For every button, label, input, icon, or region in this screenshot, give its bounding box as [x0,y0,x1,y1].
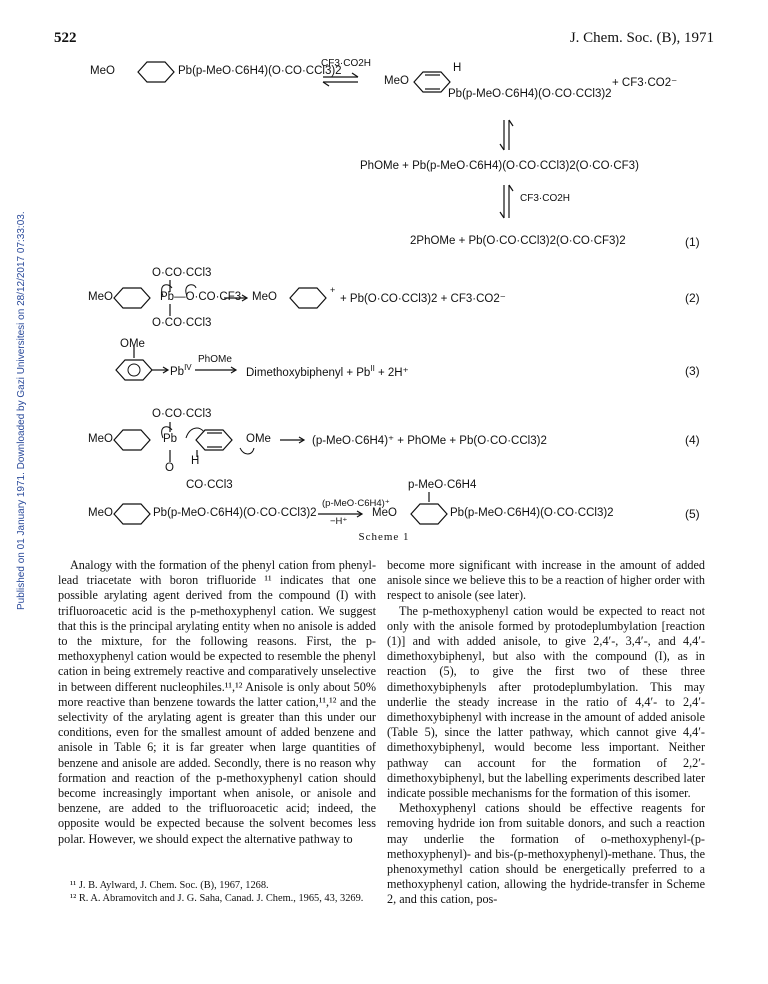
eq3-products-text: Dimethoxybiphenyl + Pb [246,366,371,379]
eq4-pb: Pb [163,433,178,445]
eq1-step2: PhOMe + Pb(p-MeO·C6H4)(O·CO·CCl3)2(O·CO·CF3) [360,160,639,172]
page-number: 522 [54,30,77,46]
eq5-reagent-top: (p-MeO·C6H4)⁺ [322,498,390,509]
right-column [387,558,705,908]
eq3-pb [170,363,192,378]
equation-number: (1) [685,235,700,249]
benzene-ring [114,504,150,524]
eq4-bottom-o: O [165,462,174,474]
eq1-intermediate-lead: Pb(p-MeO·C6H4)(O·CO·CCl3)2 [448,88,612,100]
eq2-lead-center: Pb—O·CO·CF3 [160,291,242,303]
eq4-h: H [191,455,200,467]
paragraph: The p-methoxyphenyl cation would be expected to react not only with the anisole formed by protodeplumbylation [reaction (1)] and with added anisole, to give 2,4′-, 3,4′-, and 4,4′-dimethoxybiphenyl, but also with the compound (I), as in reaction (5), to give the first two of these three dimethoxybiphenyls after protodeplumbylation. This may underlie the steady increase in the ratio of 4,4′- to 2,4′-dimethoxybiphenyl with increase in the amount of added anisole (Table 5), since the latter pathway, which cannot give 4,4′-dimethoxybiphenyl, would become less important. Neither pathway can account for the formation of 2,2′-dimethoxybiphenyl, but the labelling experiments described later indicate possible mechanisms for the formation of this isomer. [387,603,705,801]
eq4-ome: OMe [246,433,271,445]
eq4-bottom-group: CO·CCl3 [186,479,233,491]
benzene-ring [411,504,447,524]
eq2-meo: MeO [88,291,113,303]
footnote: ¹¹ J. B. Aylward, J. Chem. Soc. (B), 1967, 1268. [70,880,269,891]
benzene-ring [290,288,326,308]
journal-header: J. Chem. Soc. (B), 1971 [569,30,714,46]
eq3-oxidation-state: IV [184,363,192,372]
equation-number: (3) [685,364,700,378]
scheme-caption: Scheme 1 [358,531,410,543]
paragraph: Methoxyphenyl cations should be effective reagents for removing hydride ion from suitable donors, and such a reaction may underlie the formation of o-methoxyphenyl-(p-methoxyphenyl)- and bis-(p-methoxyphenyl)-methane. Thus, the phenoxymethyl cation should be energetically preferred to a methoxyphenyl cation, allowing the hydride-transfer in Scheme 2, and this cation, pos- [387,801,705,907]
eq5-reactant-lead: Pb(p-MeO·C6H4)(O·CO·CCl3)2 [153,507,317,519]
eq2-bottom-group: O·CO·CCl3 [152,317,212,329]
paragraph: become more significant with increase in the amount of added anisole since we believe this to be a reaction of higher order with respect to anisole (see later). [387,558,705,603]
benzene-ring [138,62,174,82]
eq1-lead-substituents: Pb(p-MeO·C6H4)(O·CO·CCl3)2 [178,65,342,77]
footnote: ¹² R. A. Abramovitch and J. G. Saha, Canad. J. Chem., 1965, 43, 3269. [70,892,364,904]
eq5-reagent-bottom: −H⁺ [330,516,348,527]
eq4-top-group: O·CO·CCl3 [152,408,212,420]
eq3-substituent: OMe [120,338,145,350]
eq3-products [246,364,409,379]
eq2-products: + Pb(O·CO·CCl3)2 + CF3·CO2⁻ [340,293,506,305]
equation-number: (2) [685,291,700,305]
eq5-product-lead: Pb(p-MeO·C6H4)(O·CO·CCl3)2 [450,507,614,519]
eq1-reagent: CF3·CO2H [321,58,372,69]
eq5-product-meo: MeO [372,507,397,519]
equation-number: (4) [685,433,700,447]
eq3-proton: + 2H⁺ [378,366,409,379]
eq1-step3-reagent: CF3·CO2H [520,193,571,204]
watermark-text: Published on 01 January 1971. Downloaded by Gazi Universitesi on 28/12/2017 07:33:03. [16,211,27,610]
equation-number: (5) [685,507,700,521]
benzene-ring [114,430,150,450]
eq3-product-oxidation-state: II [370,364,375,373]
eq4-meo: MeO [88,433,113,445]
eq1-trifluoroacetate: + CF3·CO2⁻ [612,77,678,89]
eq5-meo: MeO [88,507,113,519]
eq1-h: H [453,62,462,74]
benzene-ring [114,288,150,308]
eq1-step3: 2PhOMe + Pb(O·CO·CCl3)2(O·CO·CF3)2 [410,235,626,247]
footnotes [58,880,376,905]
eq2-product-meo: MeO [252,291,277,303]
eq1-meo: MeO [90,65,115,77]
paragraph: Analogy with the formation of the phenyl cation from phenyl-lead triacetate with boron trifluoride ¹¹ indicates that one possible arylating agent derived from the compound (I) with trifluoroacetic acid is the p-methoxyphenyl cation. We suggest that this is the principal arylating entity when no anisole is added to the mixture, for the following reasons. First, the p-methoxyphenyl cation would be expected to resemble the phenyl cation in being extremely reactive and comparatively unselective in between different nucleophiles.¹¹,¹² Anisole is only about 50% more reactive than benzene towards the latter cation,¹¹,¹² and the selectivity of the arylating agent is greater than this under our conditions, even for the smallest amount of added benzene and anisole in Table 6; it is far greater when large quantities of benzene and anisole are added. Secondly, there is no reason why formation and reaction of the p-methoxyphenyl cation should become increasingly important when anisole, or anisole and benzene, are added to the trifluoroacetic acid; indeed, the opposite would be expected because the solvent becomes less polar. However, we should expect the alternative pathway to [58,558,376,846]
eq2-cation-charge: + [330,285,336,295]
left-column [58,558,376,847]
eq3-reagent: PhOMe [198,354,232,365]
eq1-intermediate-meo: MeO [384,75,409,87]
eq2-top-group: O·CO·CCl3 [152,267,212,279]
eq3-pb-symbol: Pb [170,365,185,378]
eq5-product-substituent: p-MeO·C6H4 [408,479,477,491]
benzene-ring [116,360,152,380]
eq4-products: (p-MeO·C6H4)⁺ + PhOMe + Pb(O·CO·CCl3)2 [312,435,547,447]
